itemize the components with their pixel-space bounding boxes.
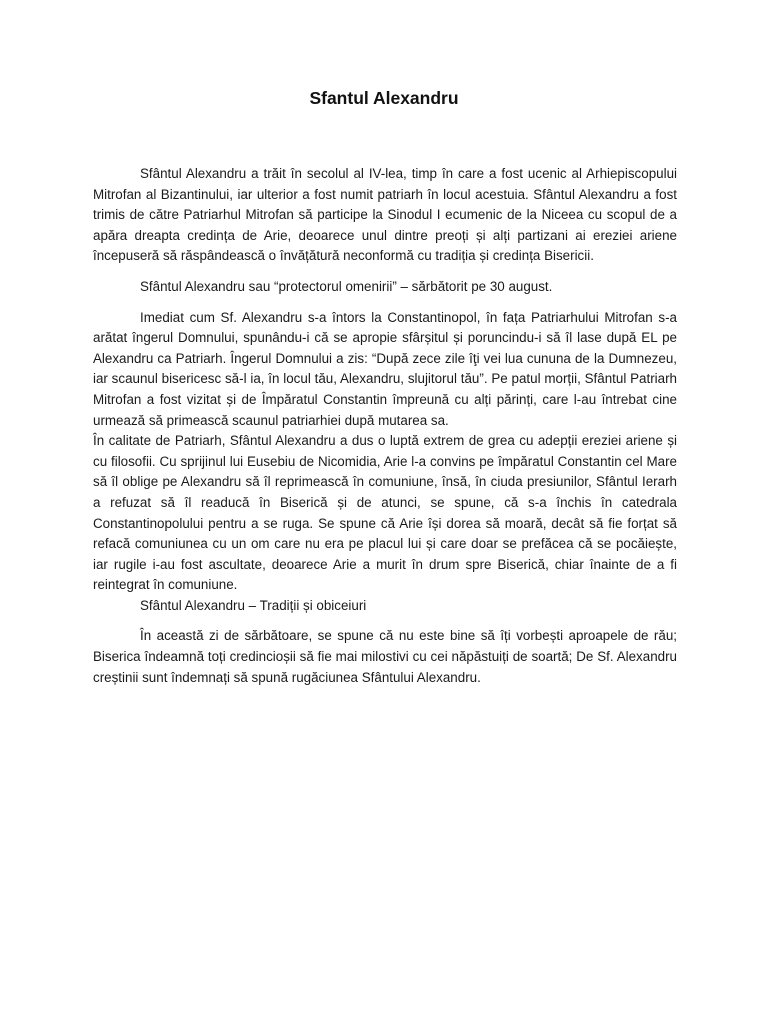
paragraph-intro: Sfântul Alexandru a trăit în secolul al IV-lea, timp în care a fost ucenic al Arhiepiscopului Mitrofan al Bizantinului, iar ulterior a fost numit patriarh în locul acestuia. Sfântul Alexandru a fost trimis de către Patriarhul Mitrofan să participe la Sinodul I ecumenic de la Niceea cu scopul de a apăra dreapta credința de Arie, deoarece unul dintre preoți și alți partizani ai ereziei ariene începuseră să răspândească o învățătură neconformă cu tradiția și credința Bisericii. [93, 166, 677, 264]
paragraph-struggle-arianism: În calitate de Patriarh, Sfântul Alexandru a dus o luptă extrem de grea cu adepții ereziei ariene și cu filosofii. Cu sprijinul lui Eusebiu de Nicomidia, Arie l-a convins pe împăratul Constantin cel Mare să îl oblige pe Alexandru să îl reprimească în comuniune, însă, în ciuda presiunilor, Sfântul Ierarh a refuzat să îl readucă în Biserică și de atunci, se spune, că s-a închis în catedrala Constantinopolului pentru a se ruga. Se spune că Arie își dorea să moară, decât să fie forțat să refacă comuniunea cu un om care nu era pe placul lui și care doar se prefăcea că se pocăiește, iar rugile i-au fost ascultate, deoarece Arie a murit în drum spre Biserică, chiar înainte de a fi reintegrat în comuniune. [93, 433, 677, 593]
paragraph-feast-date: Sfântul Alexandru sau “protectorul omenirii” – sărbătorit pe 30 august. [140, 278, 553, 294]
paragraph-section-heading: Sfântul Alexandru – Tradiții și obiceiuri [140, 597, 367, 613]
document-title: Sfantul Alexandru [309, 88, 459, 108]
paragraph-traditions: În această zi de sărbătoare, se spune că nu este bine să îți vorbești aproapele de rău; Biserica îndeamnă toți credincioșii să fie mai milostivi cu cei năpăstuiți de soartă; De Sf. Alexandru creștinii sunt îndemnați să spună rugăciunea Sfântului Alexandru. [93, 628, 677, 685]
paragraph-angel-vision: Imediat cum Sf. Alexandru s-a întors la Constantinopol, în fața Patriarhului Mitrofan s-a arătat îngerul Domnului, spunându-i că se apropie sfârșitul și poruncindu-i să îl lase după EL pe Alexandru ca Patriarh. Îngerul Domnului a zis: “După zece zile îţi vei lua cununa de la Dumnezeu, iar scaunul bisericesc să-l ia, în locul tău, Alexandru, slujitorul tău”. Pe patul morții, Sfântul Patriarh Mitrofan a fost vizitat și de Împăratul Constantin împreună cu alți părinți, care l-au întrebat cine urmează să primească scaunul patriarhiei după mutarea sa. [93, 309, 677, 428]
document-body [93, 164, 677, 688]
